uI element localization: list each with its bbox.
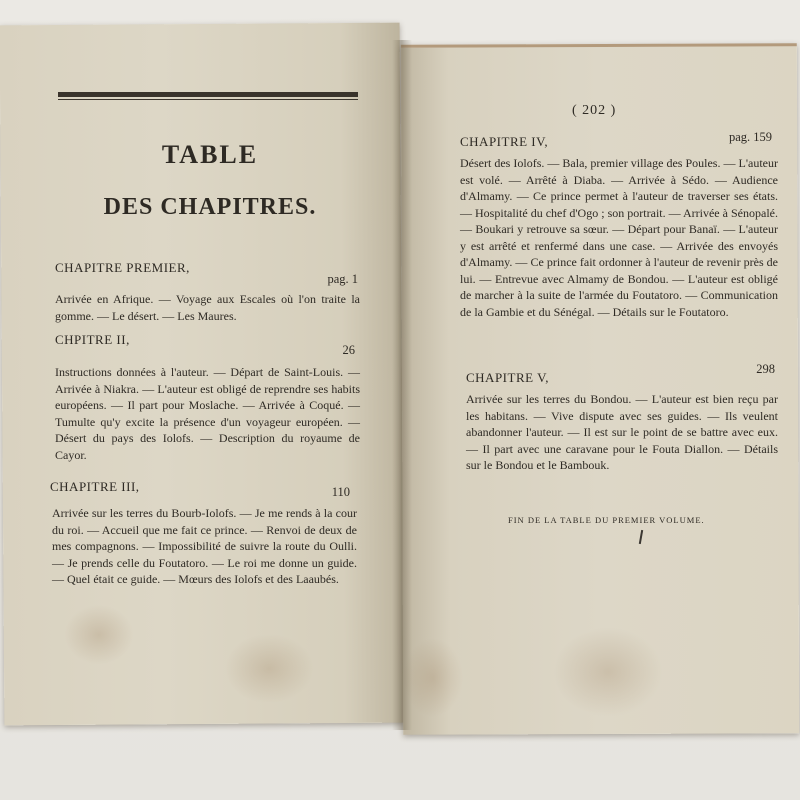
chapter-summary: Désert des Iolofs. — Bala, premier village des Poules. — L'auteur est volé. — Arrêté à Diaba. — Arrivée à Sédo. — Audience d'Almamy. — Ce prince permet à l'auteur de traverser ses états. — Hospitalité du chef d'Ogo ; son portrait. — Arrivée à Sénopalé. — Boukari y retrouve sa sœur. — Départ pour Banaï. — L'auteur y est arrêté et renfermé dans une case. — Arrivée des envoyés d'Almamy. — Ce prince fait ordonner à l'auteur de revenir près de lui. — Entrevue avec Almamy de Bondou. — L'auteur est obligé de marcher à la suite de l'armée du Foutatoro. — Communication de la Gambie et du Sénégal. — Détails sur le Foutatoro. (460, 156, 778, 319)
chapter-summary: Arrivée sur les terres du Bondou. — L'auteur est bien reçu par les habitans. — Vive dispute avec ses guides. — Ils veulent abandonner l'auteur. — Il est sur le point de se battre avec eux. — Il part avec une caravane pour le Fouta Diallon. — Détails sur le Bondou et le Bambouk. (466, 392, 778, 472)
chapter-heading: CHAPITRE V, (466, 370, 550, 385)
chapter-page: pag. 1 (327, 272, 358, 286)
paper-stain (553, 627, 663, 717)
chapter-heading: CHAPITRE IV, (460, 134, 549, 149)
page-title-line2: DES CHAPITRES. (103, 194, 317, 220)
book-gutter (392, 40, 412, 730)
chapter-page: pag. 159 (728, 130, 772, 144)
chapter-page: 26 (342, 343, 355, 357)
chapter-summary: Instructions données à l'auteur. — Départ de Saint-Louis. — Arrivée à Niakra. — L'auteur est obligé de reprendre ses habits européens. — Il part pour Moslache. — Arrivée à Coqué. — Tumulte qu'y excite la présence d'un voyageur européen. — Désert du pays des Iolofs. — Description du royaume de Cayor. (55, 365, 360, 462)
chapter-summary: Arrivée sur les terres du Bourb-Iolofs. — Je me rends à la cour du roi. — Accueil que me fait ce prince. — Renvoi de deux de mes compagnons. — Impossibilité de suivre la route du Oulli. — Je prends celle du Foutatoro. — Le roi me donne un guide. — Quel était ce guide. — Mœurs des Iolofs et des Laaubés. (52, 506, 357, 586)
chapter-heading: CHPITRE II, (55, 332, 130, 347)
chapter-summary: Arrivée en Afrique. — Voyage aux Escales où l'on traite la gomme. — Le désert. — Les Maures. (55, 292, 360, 323)
header-rule (58, 92, 358, 97)
chapter-page: 298 (756, 362, 775, 376)
page-number: ( 202 ) (572, 103, 617, 118)
header-rule-thin (58, 99, 358, 100)
chapter-heading: CHAPITRE PREMIER, (55, 260, 190, 275)
paper-stain (224, 633, 314, 704)
end-of-table-note: FIN DE LA TABLE DU PREMIER VOLUME. (508, 515, 705, 525)
chapter-heading: CHAPITRE III, (50, 479, 140, 494)
chapter-page: 110 (331, 485, 350, 499)
page-title-line1: TABLE (161, 140, 259, 169)
paper-stain (64, 604, 134, 664)
